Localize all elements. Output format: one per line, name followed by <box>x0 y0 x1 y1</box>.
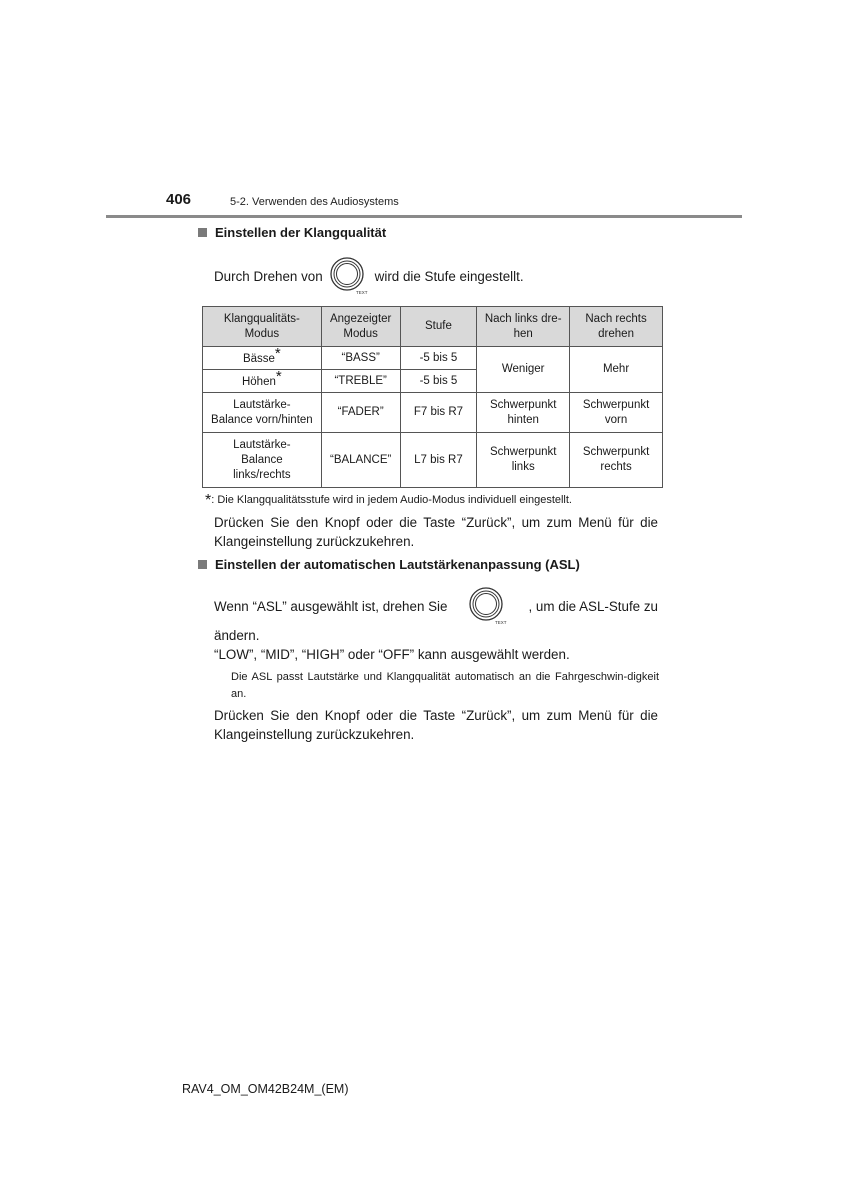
cell-right: Schwerpunkt vorn <box>570 393 663 433</box>
cell-right: Schwerpunkt rechts <box>570 433 663 488</box>
table-row <box>203 347 663 370</box>
cell-display: “TREBLE” <box>321 370 400 393</box>
knob-label: TEXT <box>494 620 507 625</box>
table-footnote <box>205 490 572 508</box>
col-header-right: Nach rechts drehen <box>570 307 663 347</box>
cell-left-merged: Weniger <box>477 347 570 393</box>
asl-text-after-knob: , um die ASL-Stufe zu <box>528 598 658 614</box>
knob-label: TEXT <box>355 290 368 295</box>
cell-display: “BASS” <box>321 347 400 370</box>
cell-display: “BALANCE” <box>321 433 400 488</box>
col-header-display: Angezeigter Modus <box>321 307 400 347</box>
col-header-left: Nach links dre- hen <box>477 307 570 347</box>
square-bullet-icon <box>198 228 207 237</box>
cell-level: -5 bis 5 <box>400 370 477 393</box>
section-heading-asl <box>198 557 580 572</box>
col-header-mode: Klangqualitäts- Modus <box>203 307 322 347</box>
tune-knob-icon <box>468 586 508 626</box>
asl-note: Die ASL passt Lautstärke und Klangqualität automatisch an die Fahrgeschwin-digkeit an. <box>231 671 659 700</box>
table-row <box>203 393 663 433</box>
back-instruction-2: Drücken Sie den Knopf oder die Taste “Zurück”, um zum Menü für die Klangeinstellung zurückzukehren. <box>214 708 658 742</box>
cell-mode: Lautstärke- Balance links/rechts <box>203 433 322 488</box>
table-header-row <box>203 307 663 347</box>
footnote-text: : Die Klangqualitätsstufe wird in jedem Audio-Modus individuell eingestellt. <box>211 494 572 506</box>
asl-text-before-knob: Wenn “ASL” ausgewählt ist, drehen Sie <box>214 598 448 614</box>
section-heading-text: Einstellen der Klangqualität <box>215 225 387 240</box>
section-heading-sound-quality <box>198 225 386 240</box>
tune-knob-icon <box>329 256 369 296</box>
cell-left: Schwerpunkt links <box>477 433 570 488</box>
asl-knob-instruction-line <box>214 586 658 626</box>
cell-level: L7 bis R7 <box>400 433 477 488</box>
asl-options-text: “LOW”, “MID”, “HIGH” oder “OFF” kann ausgewählt werden. <box>214 647 570 662</box>
sound-settings-table <box>202 306 663 488</box>
cell-mode: Bässe* <box>203 347 322 370</box>
cell-mode: Lautstärke- Balance vorn/hinten <box>203 393 322 433</box>
text-before-knob: Durch Drehen von <box>214 268 323 284</box>
col-header-level: Stufe <box>400 307 477 347</box>
text-after-knob: wird die Stufe eingestellt. <box>374 268 524 284</box>
square-bullet-icon <box>198 560 207 569</box>
cell-right-merged: Mehr <box>570 347 663 393</box>
knob-instruction-line <box>214 256 524 296</box>
page-number: 406 <box>166 191 192 208</box>
cell-level: -5 bis 5 <box>400 347 477 370</box>
asl-text-continued: ändern. <box>214 628 260 643</box>
cell-display: “FADER” <box>321 393 400 433</box>
table-row <box>203 433 663 488</box>
header-rule <box>106 215 742 218</box>
document-code: RAV4_OM_OM42B24M_(EM) <box>182 1082 349 1096</box>
chapter-title: 5-2. Verwenden des Audiosystems <box>230 196 399 208</box>
footnote-marker: * <box>205 492 212 509</box>
cell-left: Schwerpunkt hinten <box>477 393 570 433</box>
section-heading-text: Einstellen der automatischen Lautstärkenanpassung (ASL) <box>215 557 580 572</box>
back-instruction-1: Drücken Sie den Knopf oder die Taste “Zurück”, um zum Menü für die Klangeinstellung zurückzukehren. <box>214 515 658 549</box>
cell-level: F7 bis R7 <box>400 393 477 433</box>
cell-mode: Höhen* <box>203 370 322 393</box>
